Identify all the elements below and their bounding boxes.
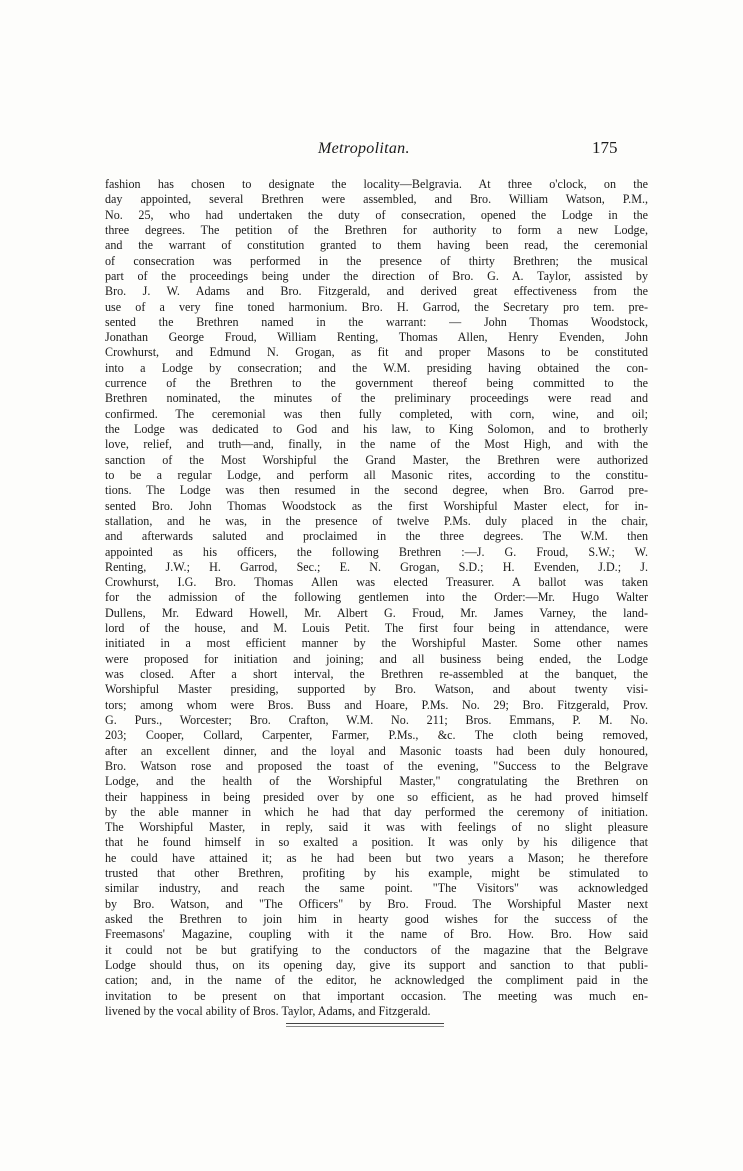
text-line: currence of the Brethren to the government thereof being committed to the [105,376,648,391]
text-line: livened by the vocal ability of Bros. Taylor, Adams, and Fitzgerald. [105,1003,431,1018]
text-line: of consecration was performed in the presence of thirty Brethren; the musical [105,253,648,268]
text-line: lord of the house, and M. Louis Petit. The first four being in attendance, were [105,621,648,636]
text-line: three degrees. The petition of the Brethren for authority to form a new Lodge, [105,222,648,237]
text-line: was closed. After a short interval, the Brethren re-assembled at the banquet, the [105,667,648,681]
text-line: trusted that other Brethren, profiting by his example, might be stimulated to [105,866,648,881]
text-line: asked the Brethren to join him in hearty good wishes for the success of the [105,912,648,926]
section-divider-lower [286,1026,444,1027]
text-line: use of a very fine toned harmonium. Bro. H. Garrod, the Secretary pro tem. pre- [105,299,648,314]
text-line: and afterwards saluted and proclaimed in the three degrees. The W.M. then [105,529,648,544]
text-line: the Lodge was dedicated to God and his law, to King Solomon, and to brotherly [105,422,648,436]
text-line: Renting, J.W.; H. Garrod, Sec.; E. N. Grogan, S.D.; H. Evenden, J.D.; J. [105,559,648,574]
text-line: by Bro. Watson, and "The Officers" by Bro. Froud. The Worshipful Master next [105,896,648,911]
text-line: Lodge, and the health of the Worshipful Master," congratulating the Brethren on [105,774,648,789]
text-line: Jonathan George Froud, William Renting, Thomas Allen, Henry Evenden, John [105,330,648,345]
text-line: Dullens, Mr. Edward Howell, Mr. Albert G. Froud, Mr. James Varney, the land- [105,605,648,620]
running-head: Metropolitan. [318,140,410,157]
text-line: appointed as his officers, the following Brethren :—J. G. Froud, S.W.; W. [105,544,648,559]
text-line: for the admission of the following gentlemen into the Order:—Mr. Hugo Walter [105,590,648,605]
text-line: Freemasons' Magazine, coupling with it the name of Bro. How. Bro. How said [105,927,648,942]
text-line: after an excellent dinner, and the loyal and Masonic toasts had been duly honoured, [105,743,648,758]
section-divider [286,1023,444,1024]
text-line: confirmed. The ceremonial was then fully completed, with corn, wine, and oil; [105,406,648,421]
text-line: day appointed, several Brethren were assembled, and Bro. William Watson, P.M., [105,192,648,207]
text-line: similar industry, and reach the same point. "The Visitors" was acknowledged [105,881,648,896]
text-line: part of the proceedings being under the direction of Bro. G. A. Taylor, assisted by [105,268,648,283]
page-number: 175 [592,138,618,157]
text-line: sented the Brethren named in the warrant: — John Thomas Woodstock, [105,314,648,329]
text-line: Crowhurst, I.G. Bro. Thomas Allen was elected Treasurer. A ballot was taken [105,575,648,590]
text-line: G. Purs., Worcester; Bro. Crafton, W.M. No. 211; Bros. Emmans, P. M. No. [105,712,648,727]
text-line: that he found himself in so exalted a position. It was only by his diligence that [105,835,648,850]
text-line: Bro. Watson rose and proposed the toast of the evening, "Success to the Belgrave [105,758,648,773]
text-line: tors; among whom were Bros. Buss and Hoare, P.Ms. No. 29; Bro. Fitzgerald, Prov. [105,697,648,712]
text-line: cation; and, in the name of the editor, he acknowledged the compliment paid in the [105,973,648,988]
text-line: initiated in a most efficient manner by the Worshipful Master. Some other names [105,636,648,651]
text-line: stallation, and he was, in the presence of twelve P.Ms. duly placed in the chair, [105,513,648,528]
text-line: and the warrant of constitution granted to them having been read, the ceremonial [105,238,648,253]
text-line: Crowhurst, and Edmund N. Grogan, as fit and proper Masons to be constituted [105,345,648,360]
text-line: Bro. J. W. Adams and Bro. Fitzgerald, and derived great effectiveness from the [105,284,648,299]
text-line: No. 25, who had undertaken the duty of consecration, opened the Lodge in the [105,207,648,222]
text-line: by the able manner in which he had that day performed the ceremony of initiation. [105,804,648,819]
text-line: love, relief, and truth—and, finally, in the name of the Most High, and with the [105,437,648,452]
text-line: sanction of the Most Worshipful the Grand Master, the Brethren were authorized [105,452,648,467]
text-line: invitation to be present on that important occasion. The meeting was much en- [105,988,648,1003]
text-line: Lodge should thus, on its opening day, give its support and sanction to that publi- [105,957,648,972]
text-line: he could have attained it; as he had been but two years a Mason; he therefore [105,850,648,865]
text-line: tions. The Lodge was then resumed in the second degree, when Bro. Garrod pre- [105,483,648,498]
text-line: it could not be but gratifying to the conductors of the magazine that the Belgrave [105,942,648,957]
text-line: 203; Cooper, Collard, Carpenter, Farmer, P.Ms., &c. The cloth being removed, [105,728,648,743]
text-line: Worshipful Master presiding, supported by Bro. Watson, and about twenty visi- [105,682,648,697]
text-line: their happiness in being presided over by one so efficient, as he had proved himself [105,789,648,804]
text-line: to be a regular Lodge, and perform all Masonic rites, according to the constitu- [105,467,648,482]
page-header [0,140,743,164]
text-line: Brethren nominated, the minutes of the preliminary proceedings were read and [105,391,648,406]
article-body [105,177,648,1019]
text-line: into a Lodge by consecration; and the W.M. presiding having obtained the con- [105,360,648,375]
text-line: The Worshipful Master, in reply, said it was with feelings of no slight pleasure [105,820,648,835]
text-line: fashion has chosen to designate the locality—Belgravia. At three o'clock, on the [105,177,648,191]
text-line: sented Bro. John Thomas Woodstock as the first Worshipful Master elect, for in- [105,498,648,513]
text-line: were proposed for initiation and joining; and all business being ended, the Lodge [105,651,648,666]
